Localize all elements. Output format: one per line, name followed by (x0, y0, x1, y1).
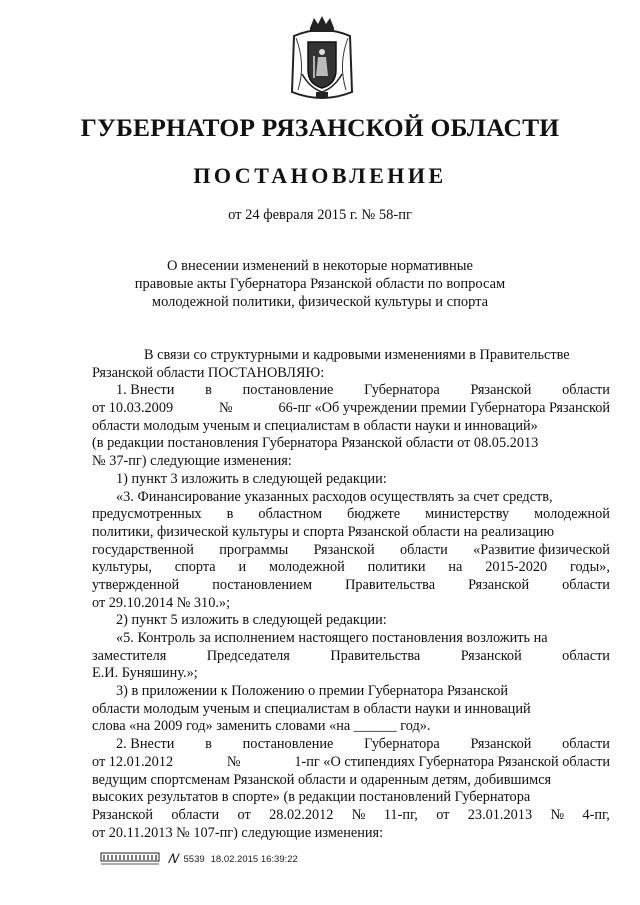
body-line: государственной программы Рязанской области «Развитие физической (92, 541, 610, 558)
coat-of-arms-emblem (286, 14, 358, 104)
body-line: утвержденной постановлением Правительства Рязанской области (92, 576, 610, 593)
body-line: культуры, спорта и молодежной политики на 2015-2020 годы», (92, 559, 610, 576)
body-line: заместителя Председателя Правительства Рязанской области (92, 647, 610, 664)
body-line: предусмотренных в областном бюджете министерству молодежной (92, 506, 610, 523)
body-line: от 10.03.2009 № 66-пг «Об учреждении премии Губернатора Рязанской (92, 400, 610, 417)
document-type-title: ПОСТАНОВЛЕНИЕ (193, 163, 447, 188)
body-line: «3. Финансирование указанных расходов осуществлять за счет средств, (116, 488, 553, 505)
registration-stamp-icon (100, 852, 160, 866)
subject-line: О внесении изменений в некоторые нормативные (167, 258, 473, 274)
body-line: «5. Контроль за исполнением настоящего постановления возложить на (116, 630, 548, 646)
issuing-authority-title: ГУБЕРНАТОР РЯЗАНСКОЙ ОБЛАСТИ (80, 113, 560, 142)
body-line: от 29.10.2014 № 310.»; (92, 594, 231, 611)
body-line: (в редакции постановления Губернатора Рязанской области от 08.05.2013 (92, 435, 539, 452)
body-line: 2) пункт 5 изложить в следующей редакции: (116, 612, 387, 629)
registration-timestamp: 18.02.2015 16:39:22 (210, 853, 298, 865)
subject-line: молодежной политики, физической культуры и спорта (151, 294, 489, 310)
body-line: 1. Внести в постановление Губернатора Рязанской области (116, 382, 610, 399)
body-line: 2. Внести в постановление Губернатора Рязанской области (116, 736, 610, 753)
body-line: от 12.01.2012 № 1-пг «О стипендиях Губернатора Рязанской области (92, 753, 610, 770)
body-line: слова «на 2009 год» заменить словами «на ______ год». (92, 718, 431, 735)
body-line: Е.И. Буняшину.»; (92, 665, 198, 682)
body-line: № 37-пг) следующие изменения: (92, 453, 292, 470)
body-line: политики, физической культуры и спорта Рязанской области на реализацию (92, 523, 555, 540)
body-line: Рязанской области от 28.02.2012 № 11-пг, от 23.01.2013 № 4-пг, (92, 806, 610, 823)
body-line: области молодым ученым и специалистам в области науки и инноваций (92, 700, 531, 717)
body-line: В связи со структурными и кадровыми изменениями в Правительстве (144, 347, 570, 363)
body-line: высоких результатов в спорте» (в редакции постановлений Губернатора (92, 789, 531, 806)
document-date-number: от 24 февраля 2015 г. № 58-пг (228, 207, 412, 223)
body-line: Рязанской области ПОСТАНОВЛЯЮ: (92, 364, 325, 381)
document-subject (0, 257, 640, 311)
registration-number: 5539 (183, 853, 205, 865)
body-line: ведущим спортсменам Рязанской области и одаренным детям, добившимся (92, 771, 552, 788)
document-body (92, 347, 610, 842)
body-line: от 20.11.2013 № 107-пг) следующие изменения: (92, 824, 384, 841)
subject-line: правовые акты Губернатора Рязанской области по вопросам (134, 276, 506, 292)
body-line: области молодым ученым и специалистам в области науки и инноваций» (92, 417, 538, 434)
body-line: 1) пункт 3 изложить в следующей редакции: (116, 470, 387, 487)
registration-footer (100, 851, 298, 867)
body-line: 3) в приложении к Положению о премии Губернатора Рязанской (116, 683, 509, 700)
registration-mark-icon: 𝑁 (168, 851, 178, 866)
